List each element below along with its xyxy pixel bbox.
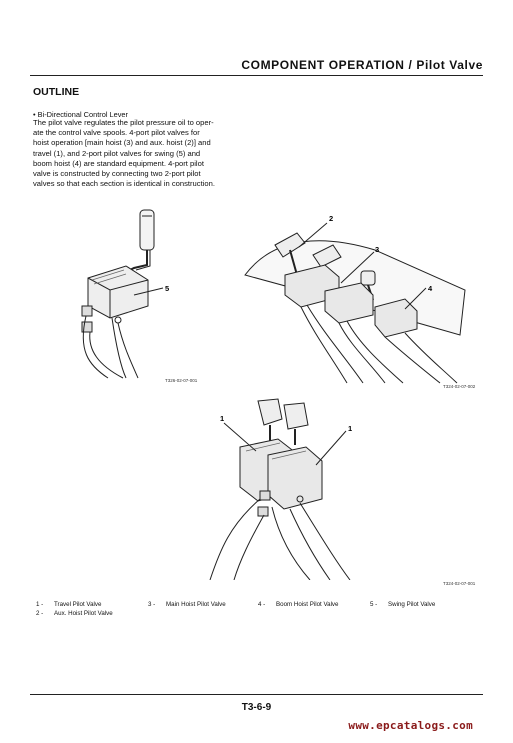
paragraph-line: The pilot valve regulates the pilot pressure oil to oper-: [33, 118, 214, 127]
swing-pilot-valve-illustration: [68, 200, 218, 380]
legend-number: 2 -: [36, 610, 44, 617]
figure-code: T326-02-07-001: [165, 378, 198, 383]
callout-2: 2: [329, 214, 334, 223]
legend-item: [258, 601, 338, 608]
legend-label: Swing Pilot Valve: [388, 601, 436, 608]
bullet-heading: • Bi-Directional Control Lever: [33, 110, 129, 119]
legend-label: Aux. Hoist Pilot Valve: [54, 610, 113, 617]
legend-item: [36, 610, 113, 617]
figure-code: T324-02-07-002: [443, 384, 476, 389]
legend-label: Boom Hoist Pilot Valve: [276, 601, 339, 608]
paragraph-line: boom hoist (4) are standard equipment. 4-port pilot: [33, 158, 204, 168]
callout-4: 4: [428, 284, 433, 293]
legend-number: 3 -: [148, 601, 156, 608]
footer-rule: [30, 694, 483, 695]
legend-number: 5 -: [370, 601, 378, 608]
callout-1: 1: [220, 414, 225, 423]
legend-item: [370, 601, 435, 608]
travel-pilot-valves-illustration: [200, 395, 370, 580]
outline-paragraph: [33, 118, 245, 189]
callout-5: 5: [165, 284, 170, 293]
legend-label: Travel Pilot Valve: [54, 601, 102, 608]
paragraph-line: ate the control valve spools. 4-port pilot valves for: [33, 128, 200, 138]
outline-heading: OUTLINE: [33, 86, 80, 98]
legend-number: 4 -: [258, 601, 266, 608]
paragraph-line: valves so that each section is identical in construction.: [33, 179, 215, 189]
hoist-pilot-valves-illustration: [235, 205, 480, 385]
page-number: T3-6-9: [241, 702, 272, 713]
legend-item: [148, 601, 226, 608]
legend-item: [36, 601, 101, 608]
header-rule: [30, 75, 483, 76]
callout-3: 3: [375, 245, 380, 254]
legend-number: 1 -: [36, 601, 44, 608]
watermark-link[interactable]: www.epcatalogs.com: [348, 719, 473, 732]
legend-label: Main Hoist Pilot Valve: [166, 601, 226, 608]
section-title: COMPONENT OPERATION / Pilot Valve: [241, 58, 483, 72]
callout-1: 1: [348, 424, 353, 433]
figure-code: T324-02-07-001: [443, 581, 476, 586]
paragraph-line: hoist operation [main hoist (3) and aux. hoist (2)] and: [33, 138, 211, 148]
paragraph-line: valve is constructed by connecting two 2-port pilot: [33, 169, 201, 179]
paragraph-line: travel (1), and 2-port pilot valves for swing (5) and: [33, 148, 201, 158]
